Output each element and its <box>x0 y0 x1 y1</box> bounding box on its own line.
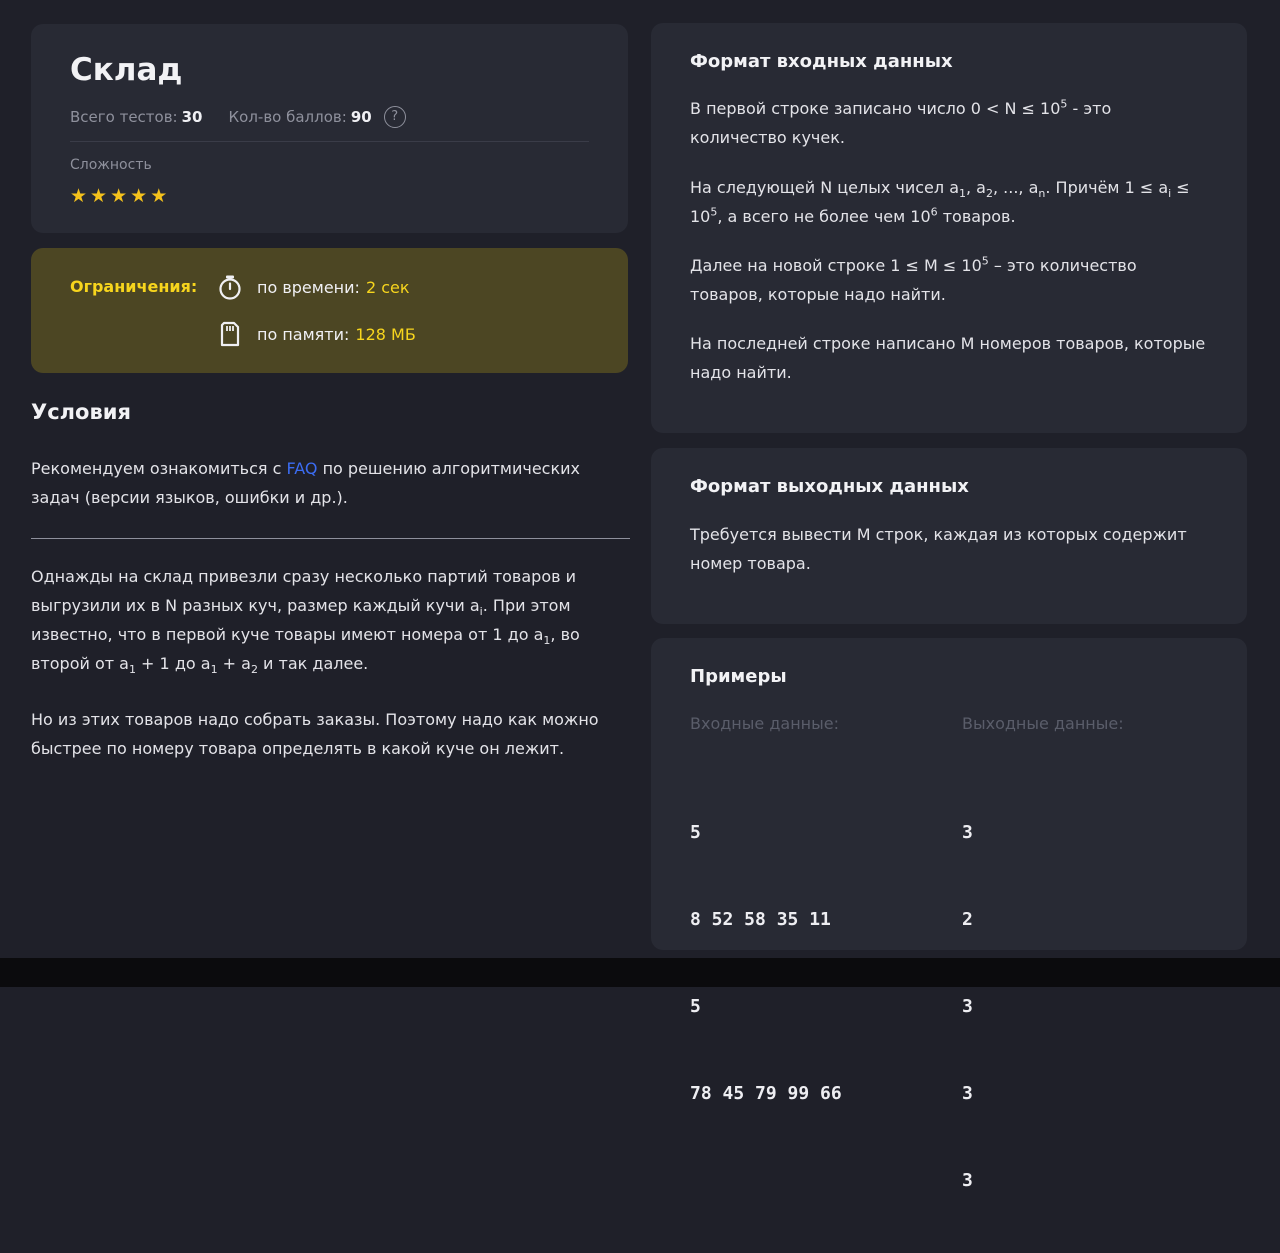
input-format-paragraph-1: В первой строке записано число $0 < N \le 10^5$ - это количество кучек. <box>690 97 1112 147</box>
output-format-text: Требуется вывести M строк, каждая из которых содержит номер товара. <box>690 525 1187 573</box>
example-output[interactable] <box>962 760 1027 1253</box>
faq-text-before: Рекомендуем ознакомиться с <box>31 459 287 478</box>
difficulty-label: Сложность <box>70 157 152 173</box>
star-icon: ★ <box>130 185 148 207</box>
points-value: 90 <box>350 108 372 126</box>
examples-card <box>651 638 1247 1191</box>
star-icon: ★ <box>150 185 168 207</box>
divider <box>70 141 589 142</box>
points-label: Кол-во баллов: <box>228 108 347 126</box>
example-output-line: 3 <box>962 1083 973 1104</box>
divider <box>31 538 630 539</box>
output-format-title: Формат выходных данных <box>690 476 969 497</box>
input-format-title: Формат входных данных <box>690 51 953 72</box>
example-input-line: 5 <box>690 996 701 1017</box>
input-format-paragraph-3: Далее на новой строке $1 \le M \le 10^5$ – это количество товаров, которые надо найти. <box>690 254 1137 304</box>
bottom-bar <box>0 958 1280 987</box>
input-format-paragraph-2: На следующей N целых чисел $a_1$, $a_2$, ..., $a_n$. Причём $1 \le a_i \le 10^5$, а всего не более чем $10^6$ товаров. <box>690 178 1190 226</box>
example-output-line: 3 <box>962 996 973 1017</box>
statement-paragraph-1: Однажды на склад привезли сразу несколько партий товаров и выгрузили их в N разных куч, размер каждый кучи $a_i$. При этом известно, что в первой куче товары имеют номера от 1 до $a_1$, во второй от $a_1 + 1$ до $a_1 + a_2$ и так далее. <box>31 567 580 677</box>
faq-link[interactable]: FAQ <box>286 459 318 478</box>
star-icon: ★ <box>70 185 88 207</box>
tests-label: Всего тестов: <box>70 108 178 126</box>
star-icon: ★ <box>90 185 108 207</box>
time-limit-value: 2 сек <box>365 277 410 297</box>
time-limit-label: по времени: <box>257 277 360 297</box>
statement-paragraph-2: Но из этих товаров надо собрать заказы. Поэтому надо как можно быстрее по номеру товара определять в какой куче он лежит. <box>31 710 599 758</box>
example-output-label: Выходные данные: <box>962 714 1124 733</box>
output-format-card <box>651 448 1247 624</box>
tests-value: 30 <box>181 108 203 126</box>
time-limit <box>217 274 410 300</box>
page-title: Склад <box>70 52 183 88</box>
conditions-title: Условия <box>31 400 131 424</box>
example-output-line: 3 <box>962 822 973 843</box>
input-format-paragraph-4: На последней строке написано M номеров товаров, которые надо найти. <box>690 334 1206 382</box>
memory-limit-label: по памяти: <box>257 324 350 344</box>
limits-label: Ограничения: <box>70 277 198 296</box>
memory-limit-value: 128 МБ <box>355 324 416 344</box>
example-input-label: Входные данные: <box>690 714 839 733</box>
example-output-line: 2 <box>962 909 973 930</box>
example-output-line: 3 <box>962 1170 973 1191</box>
examples-title: Примеры <box>690 666 787 687</box>
problem-stats <box>70 106 406 128</box>
faq-text-after: по решению алгоритмических задач (версии языков, ошибки и др.). <box>31 459 580 507</box>
example-input-line: 5 <box>690 822 701 843</box>
input-format-card <box>651 23 1247 433</box>
difficulty-stars <box>70 186 167 206</box>
problem-header-card <box>31 24 628 233</box>
star-icon: ★ <box>110 185 128 207</box>
memory-limit <box>217 321 416 347</box>
help-icon[interactable]: ? <box>384 106 406 128</box>
example-input-line: 78 45 79 99 66 <box>690 1083 842 1104</box>
example-input-line: 8 52 58 35 11 <box>690 909 831 930</box>
limits-card <box>31 248 628 373</box>
memory-card-icon <box>217 321 243 347</box>
stopwatch-icon <box>217 274 243 300</box>
faq-paragraph <box>31 454 631 512</box>
